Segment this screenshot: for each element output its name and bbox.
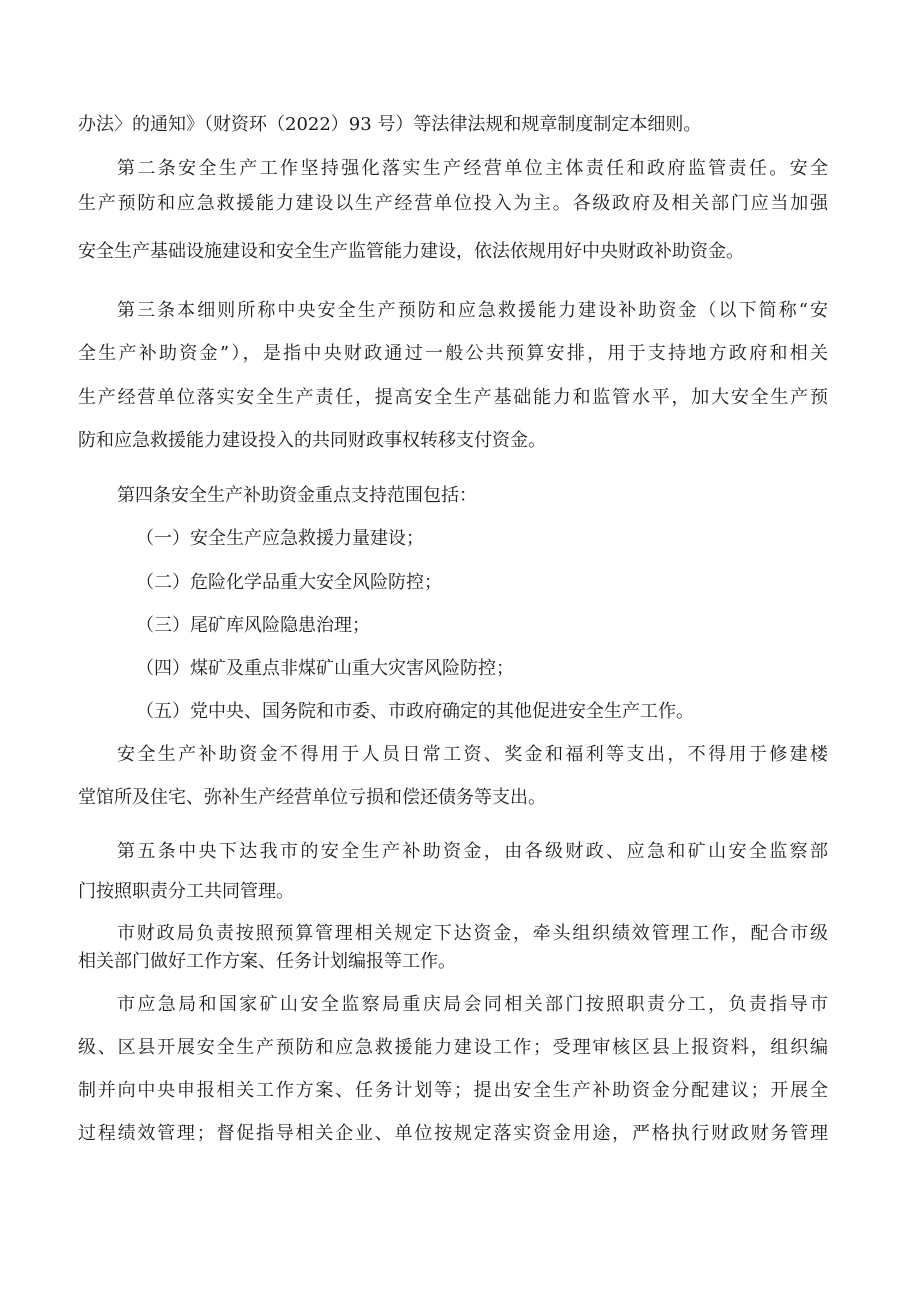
article-4-note-line: 堂馆所及住宅、弥补生产经营单位亏损和偿还债务等支出。 [78, 787, 546, 808]
article-4-item: （四）煤矿及重点非煤矿山重大灾害风险防控； [136, 658, 514, 679]
article-4-item: （二）危险化学品重大安全风险防控； [136, 572, 442, 593]
article-3-line: 第三条本细则所称中央安全生产预防和应急救援能力建设补助资金（以下简称“安 [117, 300, 828, 321]
emergency-bureau-line: 过程绩效管理；督促指导相关企业、单位按规定落实资金用途，严格执行财政财务管理 [78, 1123, 828, 1144]
continued-line: 办法〉的通知》（财资环（2022）93 号）等法律法规和规章制度制定本细则。 [78, 114, 702, 135]
article-3-line: 防和应急救援能力建设投入的共同财政事权转移支付资金。 [78, 430, 546, 451]
article-2-line: 第二条安全生产工作坚持强化落实生产经营单位主体责任和政府监管责任。安全 [117, 158, 828, 179]
article-4-item: （五）党中央、国务院和市委、市政府确定的其他促进安全生产工作。 [136, 701, 694, 722]
article-5-line: 第五条中央下达我市的安全生产补助资金，由各级财政、应急和矿山安全监察部 [117, 841, 828, 862]
emergency-bureau-line: 级、区县开展安全生产预防和应急救援能力建设工作；受理审核区县上报资料，组织编 [78, 1037, 828, 1058]
finance-bureau-line: 相关部门做好工作方案、任务计划编报等工作。 [78, 951, 456, 972]
article-2-line: 生产预防和应急救援能力建设以生产经营单位投入为主。各级政府及相关部门应当加强 [78, 193, 828, 214]
article-4-note-line: 安全生产补助资金不得用于人员日常工资、奖金和福利等支出，不得用于修建楼 [117, 744, 828, 765]
emergency-bureau-line: 制并向中央申报相关工作方案、任务计划等；提出安全生产补助资金分配建议；开展全 [78, 1080, 828, 1101]
article-5-line: 门按照职责分工共同管理。 [78, 881, 294, 902]
article-2-line: 安全生产基础设施建设和安全生产监管能力建设，依法依规用好中央财政补助资金。 [78, 241, 744, 262]
emergency-bureau-line: 市应急局和国家矿山安全监察局重庆局会同相关部门按照职责分工，负责指导市 [117, 994, 828, 1015]
article-4-item: （一）安全生产应急救援力量建设； [136, 528, 424, 549]
article-3-line: 生产经营单位落实安全生产责任，提高安全生产基础能力和监管水平，加大安全生产预 [78, 387, 828, 408]
finance-bureau-line: 市财政局负责按照预算管理相关规定下达资金，牵头组织绩效管理工作，配合市级 [117, 923, 828, 944]
article-3-line: 全生产补助资金”），是指中央财政通过一般公共预算安排，用于支持地方政府和相关 [78, 343, 828, 364]
article-4-intro: 第四条安全生产补助资金重点支持范围包括： [117, 485, 477, 506]
article-4-item: （三）尾矿库风险隐患治理； [136, 615, 370, 636]
